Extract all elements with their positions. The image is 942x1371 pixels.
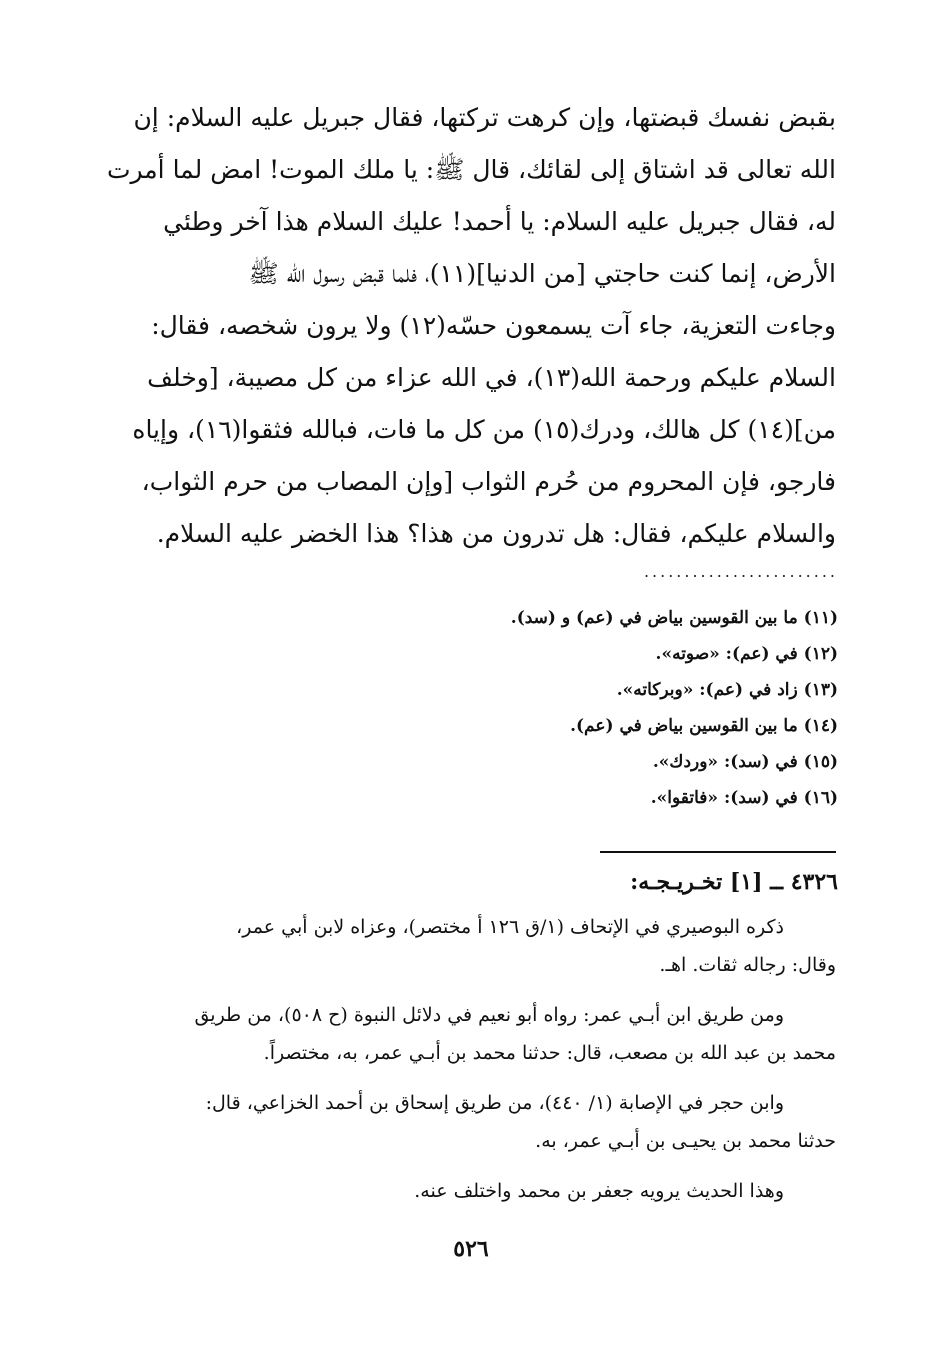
- takhrij-line: وابن حجر في الإصابة (١/ ٤٤٠)، من طريق إسحاق بن أحمد الخزاعي، قال:: [205, 1092, 784, 1114]
- page-number: ٥٢٦: [453, 1236, 489, 1262]
- takhrij-line: وهذا الحديث يرويه جعفر بن محمد واختلف عنه.: [414, 1180, 784, 1202]
- footnote: (١٥) في (سد): «وردك».: [652, 752, 838, 772]
- takhrij-line: ومن طريق ابن أبـي عمر: رواه أبو نعيم في دلائل النبوة (ح ٥٠٨)، من طريق: [194, 1004, 784, 1026]
- main-text-block: [100, 92, 836, 560]
- footnote: (١٢) في (عم): «صوته».: [655, 644, 838, 664]
- main-text-line: الأرض، إنما كنت حاجتي [من الدنيا](١١)، فلما قبض رسول الله ﷺ: [248, 259, 836, 288]
- footnote-separator: ........................: [643, 562, 838, 581]
- footnote: (١٤) ما بين القوسين بياض في (عم).: [570, 716, 838, 736]
- footnote: (١٣) زاد في (عم): «وبركاته».: [616, 680, 838, 700]
- takhrij-block: [104, 908, 836, 1222]
- footnote: (١١) ما بين القوسين بياض في (عم) و (سد).: [510, 608, 838, 628]
- takhrij-line: حدثنا محمد بن يحيـى بن أبـي عمر، به.: [535, 1130, 836, 1152]
- takhrij-line: محمد بن عبد الله بن مصعب، قال: حدثنا محمد بن أبـي عمر، به، مختصراً.: [263, 1042, 836, 1064]
- main-text-line: والسلام عليكم، فقال: هل تدرون من هذا؟ هذا الخضر عليه السلام.: [156, 519, 836, 548]
- footnotes-block: [238, 600, 838, 816]
- main-text-line: السلام عليكم ورحمة الله(١٣)، في الله عزاء من كل مصيبة، [وخلف: [147, 363, 836, 392]
- takhrij-paragraph: [104, 1084, 836, 1160]
- main-text-line: الله تعالى قد اشتاق إلى لقائك، قال ﷺ: يا ملك الموت! امض لما أمرت: [106, 155, 836, 184]
- takhrij-line: وقال: رجاله ثقات. اهـ.: [659, 954, 836, 976]
- takhrij-paragraph: [104, 908, 836, 984]
- main-text-line: من](١٤) كل هالك، ودرك(١٥) من كل ما فات، فبالله فثقوا(١٦)، وإياه: [132, 415, 836, 444]
- takhrij-line: ذكره البوصيري في الإتحاف (١/ق ١٢٦ أ مختصر)، وعزاه لابن أبي عمر،: [236, 916, 784, 938]
- section-divider: [600, 851, 836, 853]
- takhrij-paragraph: [104, 1172, 836, 1210]
- takhrij-paragraph: [104, 996, 836, 1072]
- main-text-line: فارجو، فإن المحروم من حُرم الثواب [وإن المصاب من حرم الثواب،: [141, 467, 836, 496]
- main-text-line: وجاءت التعزية، جاء آت يسمعون حسّه(١٢) ولا يرون شخصه، فقال:: [151, 311, 836, 340]
- takhrij-heading: ٤٣٢٦ ــ [١] تخـريـجـه:: [630, 869, 838, 895]
- main-text-line: بقبض نفسك قبضتها، وإن كرهت تركتها، فقال جبريل عليه السلام: إن: [133, 103, 836, 132]
- main-text-line: له، فقال جبريل عليه السلام: يا أحمد! عليك السلام هذا آخر وطئي: [163, 207, 836, 236]
- footnote: (١٦) في (سد): «فاتقوا».: [650, 788, 838, 808]
